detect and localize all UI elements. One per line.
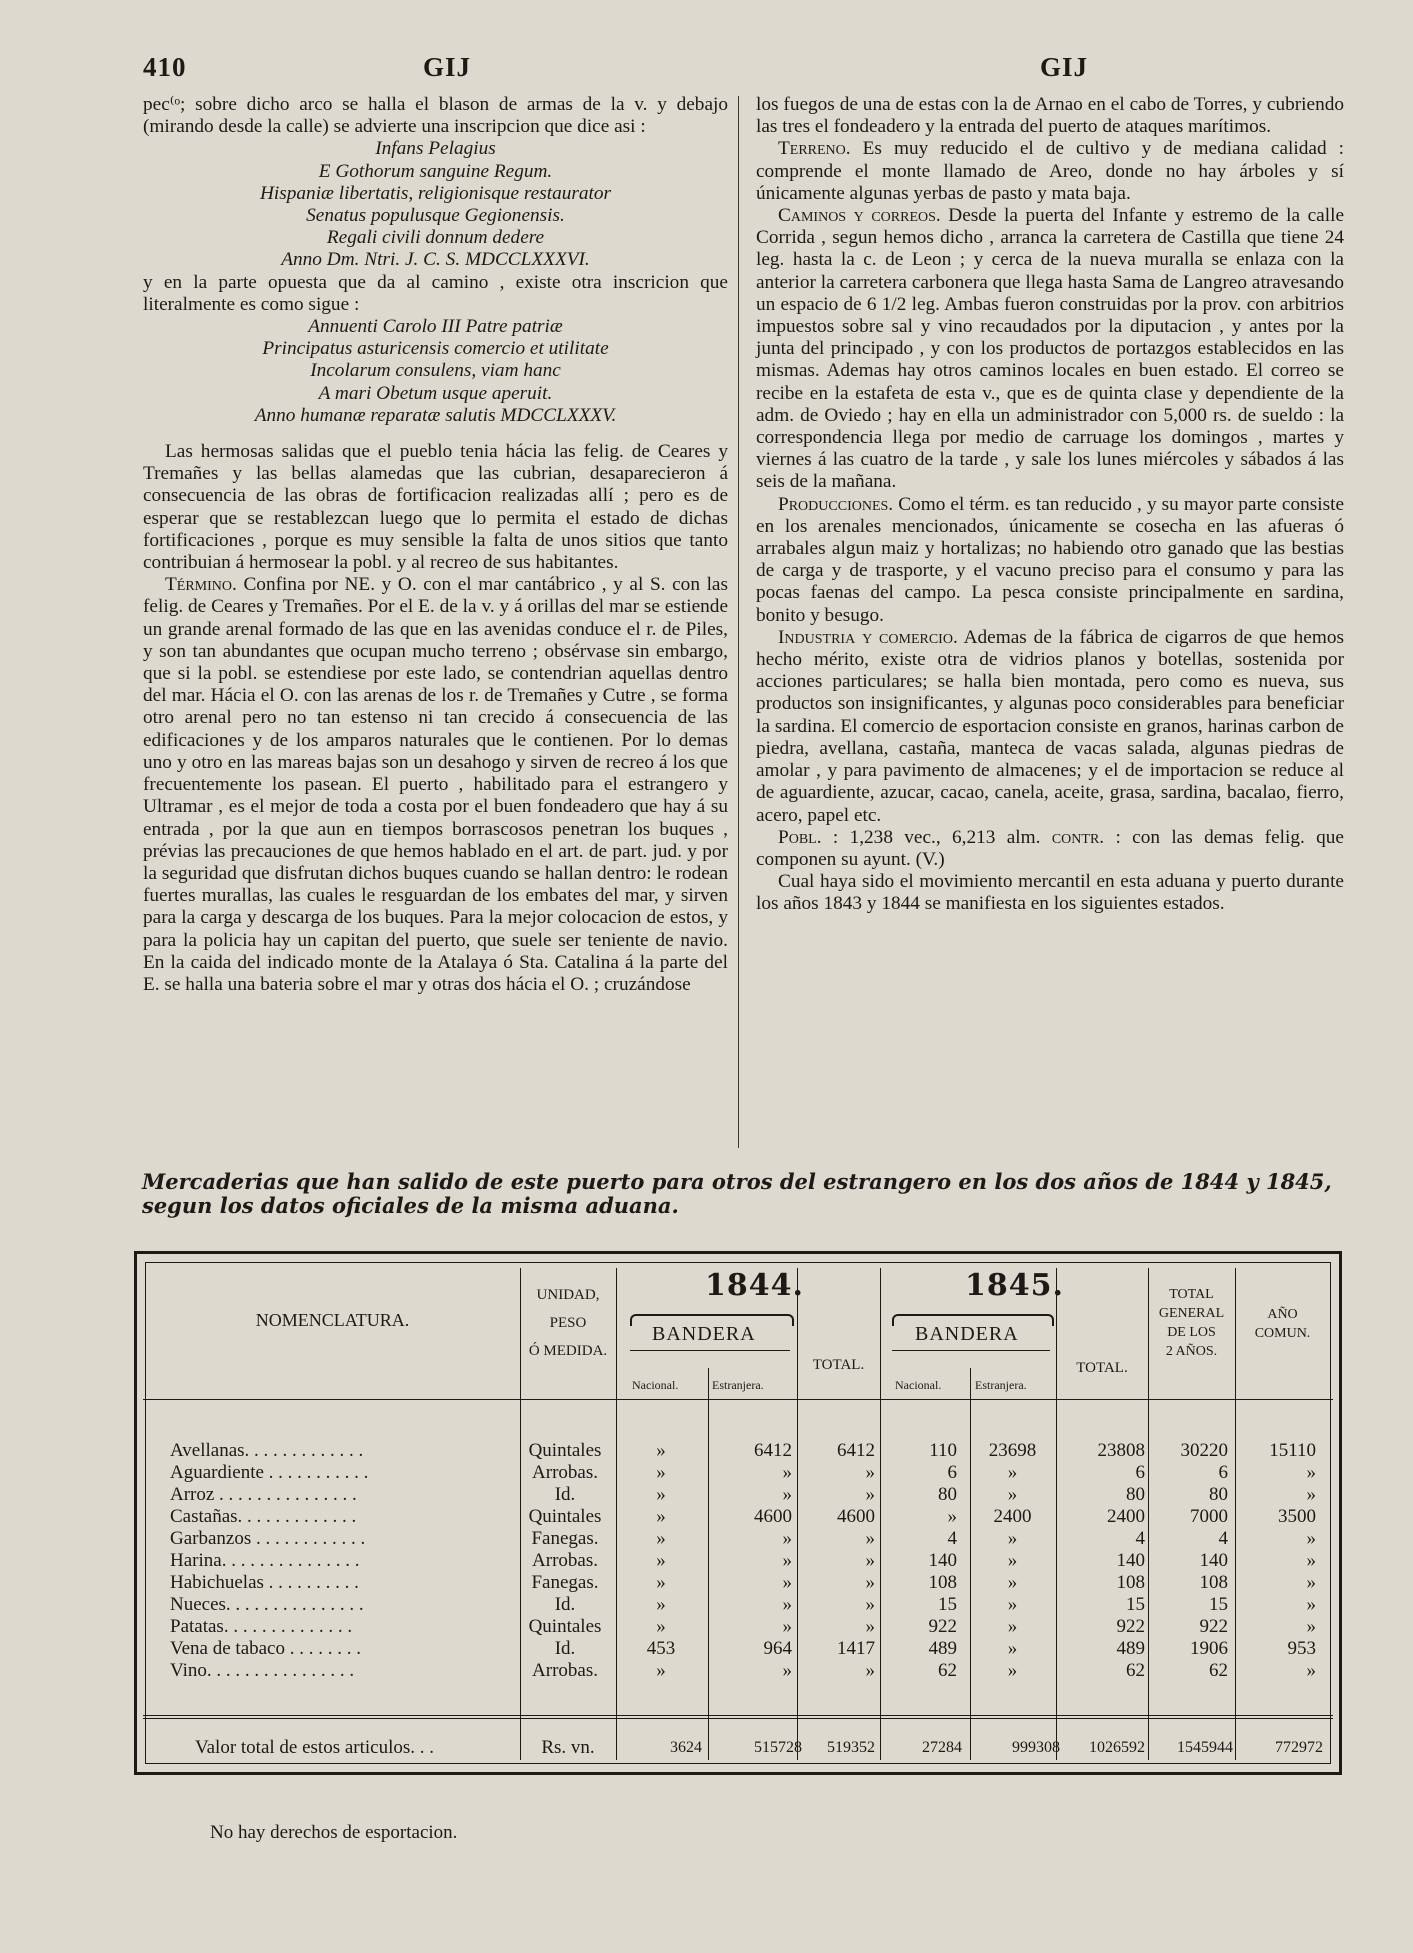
running-head-left: GIJ [423, 52, 472, 82]
cell-ac: » [1306, 1550, 1316, 1571]
footnote: No hay derechos de esportacion. [210, 1822, 458, 1843]
section-label: contr. [1051, 826, 1105, 848]
cell-unit: Quintales [528, 1506, 602, 1527]
cell-n45: 62 [938, 1660, 957, 1681]
cell-e45: » [1007, 1462, 1018, 1483]
section-label: Pobl. [778, 826, 822, 848]
paragraph-terreno [756, 138, 1344, 205]
cell-name: Patatas. . . . . . . . . . . . . . [170, 1616, 353, 1637]
cell-e44: » [782, 1572, 792, 1593]
cell-t44: 1417 [837, 1638, 875, 1659]
header-nomenclatura: NOMENCLATURA. [255, 1310, 410, 1330]
table-row [150, 1572, 1330, 1594]
total-ac: 772972 [1275, 1739, 1323, 1756]
cell-t45: 489 [1116, 1638, 1145, 1659]
paragraph-text: : 1,238 vec., 6,213 alm. [821, 826, 1052, 848]
column-divider [738, 96, 739, 1148]
header-total-general: TOTAL GENERAL DE LOS 2 AÑOS. [1158, 1287, 1225, 1359]
cell-t45: 922 [1116, 1616, 1145, 1637]
cell-n44: » [656, 1506, 666, 1527]
paragraph: y en la parte opuesta que da al camino , existe otra inscricion que literalmente es como sigue : [143, 271, 728, 315]
cell-e44: » [782, 1616, 792, 1637]
bandera-1845: BANDERA [915, 1323, 1019, 1345]
cell-unit: Id. [554, 1638, 576, 1659]
header-unidad: UNIDAD, PESO Ó MEDIDA. [528, 1287, 608, 1359]
year-1845: 1845. [965, 1268, 1064, 1303]
nacional-1844: Nacional. [632, 1378, 679, 1392]
cell-n45: 140 [928, 1550, 957, 1571]
cell-unit: Fanegas. [531, 1528, 599, 1549]
total-1845: TOTAL. [1076, 1360, 1128, 1376]
cell-e44: » [782, 1660, 792, 1681]
cell-t44: 6412 [837, 1440, 875, 1461]
cell-tg: 15 [1209, 1594, 1228, 1615]
cell-unit: Id. [554, 1484, 576, 1505]
cell-name: Nueces. . . . . . . . . . . . . . . [170, 1594, 364, 1615]
section-label: Producciones. [778, 493, 894, 515]
cell-n44: » [656, 1594, 666, 1615]
cell-tg: 140 [1199, 1550, 1228, 1571]
cell-n44: » [656, 1484, 666, 1505]
cell-e45: 23698 [988, 1440, 1037, 1461]
cell-ac: 15110 [1269, 1440, 1316, 1461]
cell-n44: » [656, 1462, 666, 1483]
table-row [150, 1528, 1330, 1550]
total-n45: 27284 [922, 1739, 962, 1756]
cell-e44: » [782, 1594, 792, 1615]
table-row [150, 1660, 1330, 1682]
cell-name: Habichuelas . . . . . . . . . . [170, 1572, 359, 1593]
cell-t45: 23808 [1097, 1440, 1145, 1461]
cell-tg: 1906 [1190, 1638, 1228, 1659]
cell-t44: » [865, 1484, 875, 1505]
cell-t44: » [865, 1462, 875, 1483]
cell-unit: Arrobas. [532, 1660, 598, 1681]
cell-e44: » [782, 1484, 792, 1505]
cell-n44: » [656, 1550, 666, 1571]
cell-name: Harina. . . . . . . . . . . . . . . [170, 1550, 360, 1571]
cell-e45: » [1007, 1572, 1018, 1593]
inscription-line: Hispaniæ libertatis, religionisque restaurator [259, 182, 611, 204]
cell-ac: 953 [1287, 1638, 1316, 1659]
cell-ac: » [1306, 1616, 1316, 1637]
cell-n44: » [656, 1572, 666, 1593]
cell-t45: 80 [1126, 1484, 1145, 1505]
section-label: Industria y comercio. [778, 626, 958, 648]
cell-n45: 108 [928, 1572, 957, 1593]
table-row [150, 1506, 1330, 1528]
inscription-line: Incolarum consulens, viam hanc [310, 360, 561, 382]
cell-tg: 62 [1209, 1660, 1228, 1681]
cell-n45: 15 [938, 1594, 957, 1615]
paragraph-text: : con las demas felig. que componen su ayunt. (V.) [756, 826, 1344, 870]
cell-unit: Fanegas. [531, 1572, 599, 1593]
cell-t44: » [865, 1550, 875, 1571]
cell-e44: 4600 [754, 1506, 792, 1527]
total-unit: Rs. vn. [541, 1737, 595, 1758]
cell-name: Avellanas. . . . . . . . . . . . . [170, 1440, 364, 1461]
cell-unit: Arrobas. [532, 1550, 598, 1571]
paragraph: los fuegos de una de estas con la de Arnao en el cabo de Torres, y cubriendo las tres el fondeadero y la entrada del puerto de ataques marítimos. [756, 94, 1344, 138]
section-label: Caminos y correos. [778, 205, 941, 227]
cell-name: Vino. . . . . . . . . . . . . . . . [170, 1660, 355, 1681]
inscription-line: Anno humanæ reparatæ salutis MDCCLXXXV. [254, 404, 617, 426]
cell-t44: » [865, 1594, 875, 1615]
inscription-line: Annuenti Carolo III Patre patriæ [308, 316, 563, 338]
cell-t45: 4 [1135, 1528, 1145, 1549]
cell-t45: 108 [1116, 1572, 1145, 1593]
total-n44: 3624 [670, 1739, 702, 1756]
cell-e45: » [1007, 1616, 1018, 1637]
cell-unit: Arrobas. [532, 1462, 598, 1483]
cell-name: Aguardiente . . . . . . . . . . . [170, 1462, 369, 1483]
cell-t44: » [865, 1616, 875, 1637]
cell-unit: Id. [554, 1594, 576, 1615]
cell-e45: » [1007, 1550, 1018, 1571]
table-rule [143, 1718, 1333, 1719]
cell-e44: » [782, 1462, 792, 1483]
paragraph-termino [143, 574, 728, 996]
inscription-line: A mari Obetum usque aperuit. [318, 382, 553, 404]
cell-t45: 6 [1135, 1462, 1145, 1483]
cell-unit: Quintales [528, 1616, 602, 1637]
cell-e44: 964 [763, 1638, 792, 1659]
total-e44: 515728 [754, 1739, 802, 1756]
cell-tg: 922 [1199, 1616, 1228, 1637]
bandera-1844: BANDERA [652, 1323, 756, 1345]
cell-name: Garbanzos . . . . . . . . . . . . [170, 1528, 366, 1549]
cell-e45: » [1007, 1484, 1018, 1505]
table-row [150, 1550, 1330, 1572]
total-1844: TOTAL. [812, 1357, 865, 1373]
paragraph-text: Es muy reducido el de cultivo y de mediana calidad : comprende el monte llamado de Areo, donde no hay árboles y sí únicamente algunas yerbas de pasto y mata baja. [756, 138, 1344, 204]
table-row [150, 1616, 1330, 1638]
cell-tg: 4 [1218, 1528, 1228, 1549]
cell-e45: » [1007, 1528, 1018, 1549]
table-row [150, 1440, 1330, 1462]
cell-ac: » [1306, 1462, 1316, 1483]
estranjera-1845: Estranjera. [975, 1378, 1027, 1392]
table-rule [892, 1350, 1050, 1351]
cell-ac: » [1306, 1528, 1316, 1549]
cell-t45: 15 [1126, 1594, 1145, 1615]
inscription-line: Anno Dm. Ntri. J. C. S. MDCCLXXXVI. [281, 249, 590, 271]
cell-e45: 2400 [993, 1506, 1032, 1527]
page-number: 410 [143, 52, 187, 82]
paragraph: pec⁽ᵒ; sobre dicho arco se halla el blason de armas de la v. y debajo (mirando desde la calle) se advierte una inscripcion que dice asi : [143, 94, 728, 138]
cell-n45: 922 [928, 1616, 957, 1637]
total-label: Valor total de estos articulos. . . [195, 1737, 435, 1758]
cell-t44: » [865, 1572, 875, 1593]
total-tg: 1545944 [1177, 1739, 1233, 1756]
inscription-line: Principatus asturicensis comercio et utilitate [262, 338, 609, 360]
table-row [150, 1594, 1330, 1616]
table-row [150, 1462, 1330, 1484]
table-caption: Mercaderias que han salido de este puerto para otros del estrangero en los dos años de 1844 y 1845, segun los datos oficiales de la misma aduana. [142, 1169, 1332, 1218]
paragraph-poblacion [756, 827, 1344, 871]
table-rule [630, 1350, 790, 1351]
cell-name: Castañas. . . . . . . . . . . . . [170, 1506, 357, 1527]
table-rule [143, 1399, 1333, 1400]
cell-t45: 62 [1126, 1660, 1145, 1681]
paragraph-text: Ademas de la fábrica de cigarros de que hemos hecho mérito, existe otra de vidrios planos y botellas, sostenida por acciones particulares; se halla bien montada, pero como es nueva, sus productos son insignificantes, y algunas poco considerables para beneficiar la sardina. El comercio de esportacion consiste en granos, harinas carbon de piedra, avellana, castaña, manteca de vacas salada, algunas piedras de amolar , y para pavimento de almacenes; y el de importacion se reduce al de aguardiente, azucar, cacao, canela, aceite, grasa, sardina, bacalao, fierro, acero, papel etc. [756, 626, 1344, 826]
cell-t45: 140 [1116, 1550, 1145, 1571]
inscription-line: Senatus populusque Gegionensis. [306, 205, 565, 227]
cell-e45: » [1007, 1638, 1018, 1659]
cell-ac: » [1306, 1484, 1316, 1505]
left-column [143, 94, 728, 996]
cell-name: Arroz . . . . . . . . . . . . . . . [170, 1484, 357, 1505]
total-t45: 1026592 [1089, 1739, 1145, 1756]
cell-n45: 489 [928, 1638, 957, 1659]
table-rule [143, 1715, 1333, 1716]
cell-n44: 453 [646, 1638, 676, 1659]
cell-unit: Quintales [528, 1440, 602, 1461]
paragraph-caminos [756, 205, 1344, 494]
right-column [756, 94, 1344, 916]
cell-t44: » [865, 1528, 875, 1549]
cell-n44: » [656, 1440, 666, 1461]
cell-tg: 30220 [1180, 1440, 1228, 1461]
table-row [150, 1638, 1330, 1660]
cell-e45: » [1007, 1594, 1018, 1615]
table-total-row [150, 1737, 1330, 1759]
inscription-line: Infans Pelagius [375, 138, 496, 160]
cell-n45: » [947, 1506, 957, 1527]
cell-e44: 6412 [754, 1440, 792, 1461]
cell-n44: » [656, 1660, 666, 1681]
cell-n45: 6 [947, 1462, 957, 1483]
cell-e45: » [1007, 1660, 1018, 1681]
cell-ac: » [1306, 1572, 1316, 1593]
paragraph-text: Desde la puerta del Infante y estremo de la calle Corrida , segun hemos dicho , arranca la carretera de Castilla que tiene 24 leg. hasta la c. de Leon ; y cerca de la nueva muralla se enlaza con la anterior la carretera carbonera que llega hasta Sama de Langreo atravesando un espacio de 6 1/2 leg. Ambas fueron construidas por la prov. con arbitrios impuestos sobre sal y vino recaudados por la diputacion , y antes por la junta del principado , y con los productos de portazgos establecidos en las mismas. Ademas hay otros caminos locales en buen estado. El correo se recibe en la estafeta de esta v., que es de quinta clase y dependiente de la adm. de Oviedo ; hay en ella un administrador con 5,000 rs. de sueldo : la correspondencia llega por medio de carruage los domingos , martes y viernes á las cuatro de la tarde , y sale los lunes miércoles y sábados á las seis de la mañana. [756, 205, 1345, 493]
paragraph-industria [756, 627, 1344, 827]
cell-tg: 7000 [1190, 1506, 1228, 1527]
cell-n45: 110 [929, 1440, 957, 1461]
paragraph: Las hermosas salidas que el pueblo tenia hácia las felig. de Ceares y Tremañes y las bellas alamedas que las cubrian, desaparecieron á consecuencia de las obras de fortificacion realizadas allí ; pero es de esperar que se restablezcan luego que lo permita el estado de dichas fortificaciones , porque es muy sensible la falta de unos sitios que tanto contribuian á hermosear la pobl. y al recreo de sus habitantes. [143, 441, 728, 574]
inscription-line: E Gothorum sanguine Regum. [318, 160, 553, 182]
table-row [150, 1484, 1330, 1506]
cell-ac: » [1306, 1594, 1316, 1615]
cell-tg: 80 [1209, 1484, 1228, 1505]
cell-tg: 108 [1199, 1572, 1228, 1593]
cell-n45: 80 [938, 1484, 957, 1505]
section-label: Terreno. [778, 138, 851, 160]
paragraph-text: Confina por NE. y O. con el mar cantábrico , y al S. con las felig. de Ceares y Tremañes. Por el E. de la v. y á orillas del mar se estiende un grande arenal formado de las que en las avenidas conduce el r. de Piles, y son tan abundantes que ocupan mucho terreno ; obsérvase sin embargo, que si la pobl. se estendiese por este lado, se contendrian aquellas dentro del mar. Hácia el O. con las arenas de los r. de Tremañes y Cutre , se forma otro arenal pero no tan estenso ni tan crecido á consecuencia de las edificaciones y de los amparos naturales que le contienen. Por lo demas uno y otro en las mareas bajas son un desahogo y sirven de recreo á los que frecuentemente los pasean. El puerto , habilitado para el estrangero y Ultramar , es el mejor de toda a costa por el buen fondeadero que hay á su entrada , por la que aun en tiempos borrascosos penetran los buques , prévias las precauciones de que hemos hablado en el art. de part. jud. y por la seguridad que disfrutan dichos buques cuando se hallan dentro: le rodean fuertes murallas, las cuales le resguardan de los embates del mar, y sirven para la carga y descarga de los buques. Para la mejor colocacion de estos, y para la policia hay un capitan del puerto, que suele ser teniente de navio. En la caida del indicado monte de la Atalaya ó Sta. Catalina á la parte del E. se halla una bateria sobre el mar y otras dos hácia el O. ; cruzándose [143, 574, 728, 995]
nacional-1845: Nacional. [895, 1378, 942, 1392]
inscription-line: Regali civili donnum dedere [326, 227, 545, 249]
cell-e44: » [782, 1528, 792, 1549]
paragraph: Cual haya sido el movimiento mercantil en esta aduana y puerto durante los años 1843 y 1844 se manifiesta en los siguientes estados. [756, 871, 1344, 915]
running-head-right: GIJ [1040, 52, 1089, 82]
cell-ac: » [1306, 1660, 1316, 1681]
cell-ac: 3500 [1278, 1506, 1316, 1527]
cell-t44: 4600 [837, 1506, 875, 1527]
cell-tg: 6 [1218, 1462, 1228, 1483]
cell-t44: » [865, 1660, 875, 1681]
cell-n44: » [656, 1616, 666, 1637]
section-label: Término. [165, 574, 237, 596]
header-ano-comun: AÑO COMUN. [1254, 1307, 1311, 1341]
estranjera-1844: Estranjera. [712, 1378, 764, 1392]
cell-n44: » [656, 1528, 666, 1549]
total-e45: 999308 [1012, 1739, 1060, 1756]
cell-e44: » [782, 1550, 792, 1571]
paragraph-text: Como el térm. es tan reducido , y su mayor parte consiste en los arenales mencionados, únicamente se cosecha en las afueras ó arrabales algun maiz y hortalizas; no habiendo otro ganado que las bestias de carga y de trasporte, y el vacuno preciso para el consumo y para las pocas faenas del campo. La pesca consiste principalmente en sardina, bonito y besugo. [756, 493, 1344, 626]
cell-name: Vena de tabaco . . . . . . . . [170, 1638, 361, 1659]
total-t44: 519352 [827, 1739, 875, 1756]
cell-n45: 4 [947, 1528, 957, 1549]
paragraph-producciones [756, 494, 1344, 627]
cell-t45: 2400 [1107, 1506, 1145, 1527]
year-1844: 1844. [705, 1268, 804, 1303]
